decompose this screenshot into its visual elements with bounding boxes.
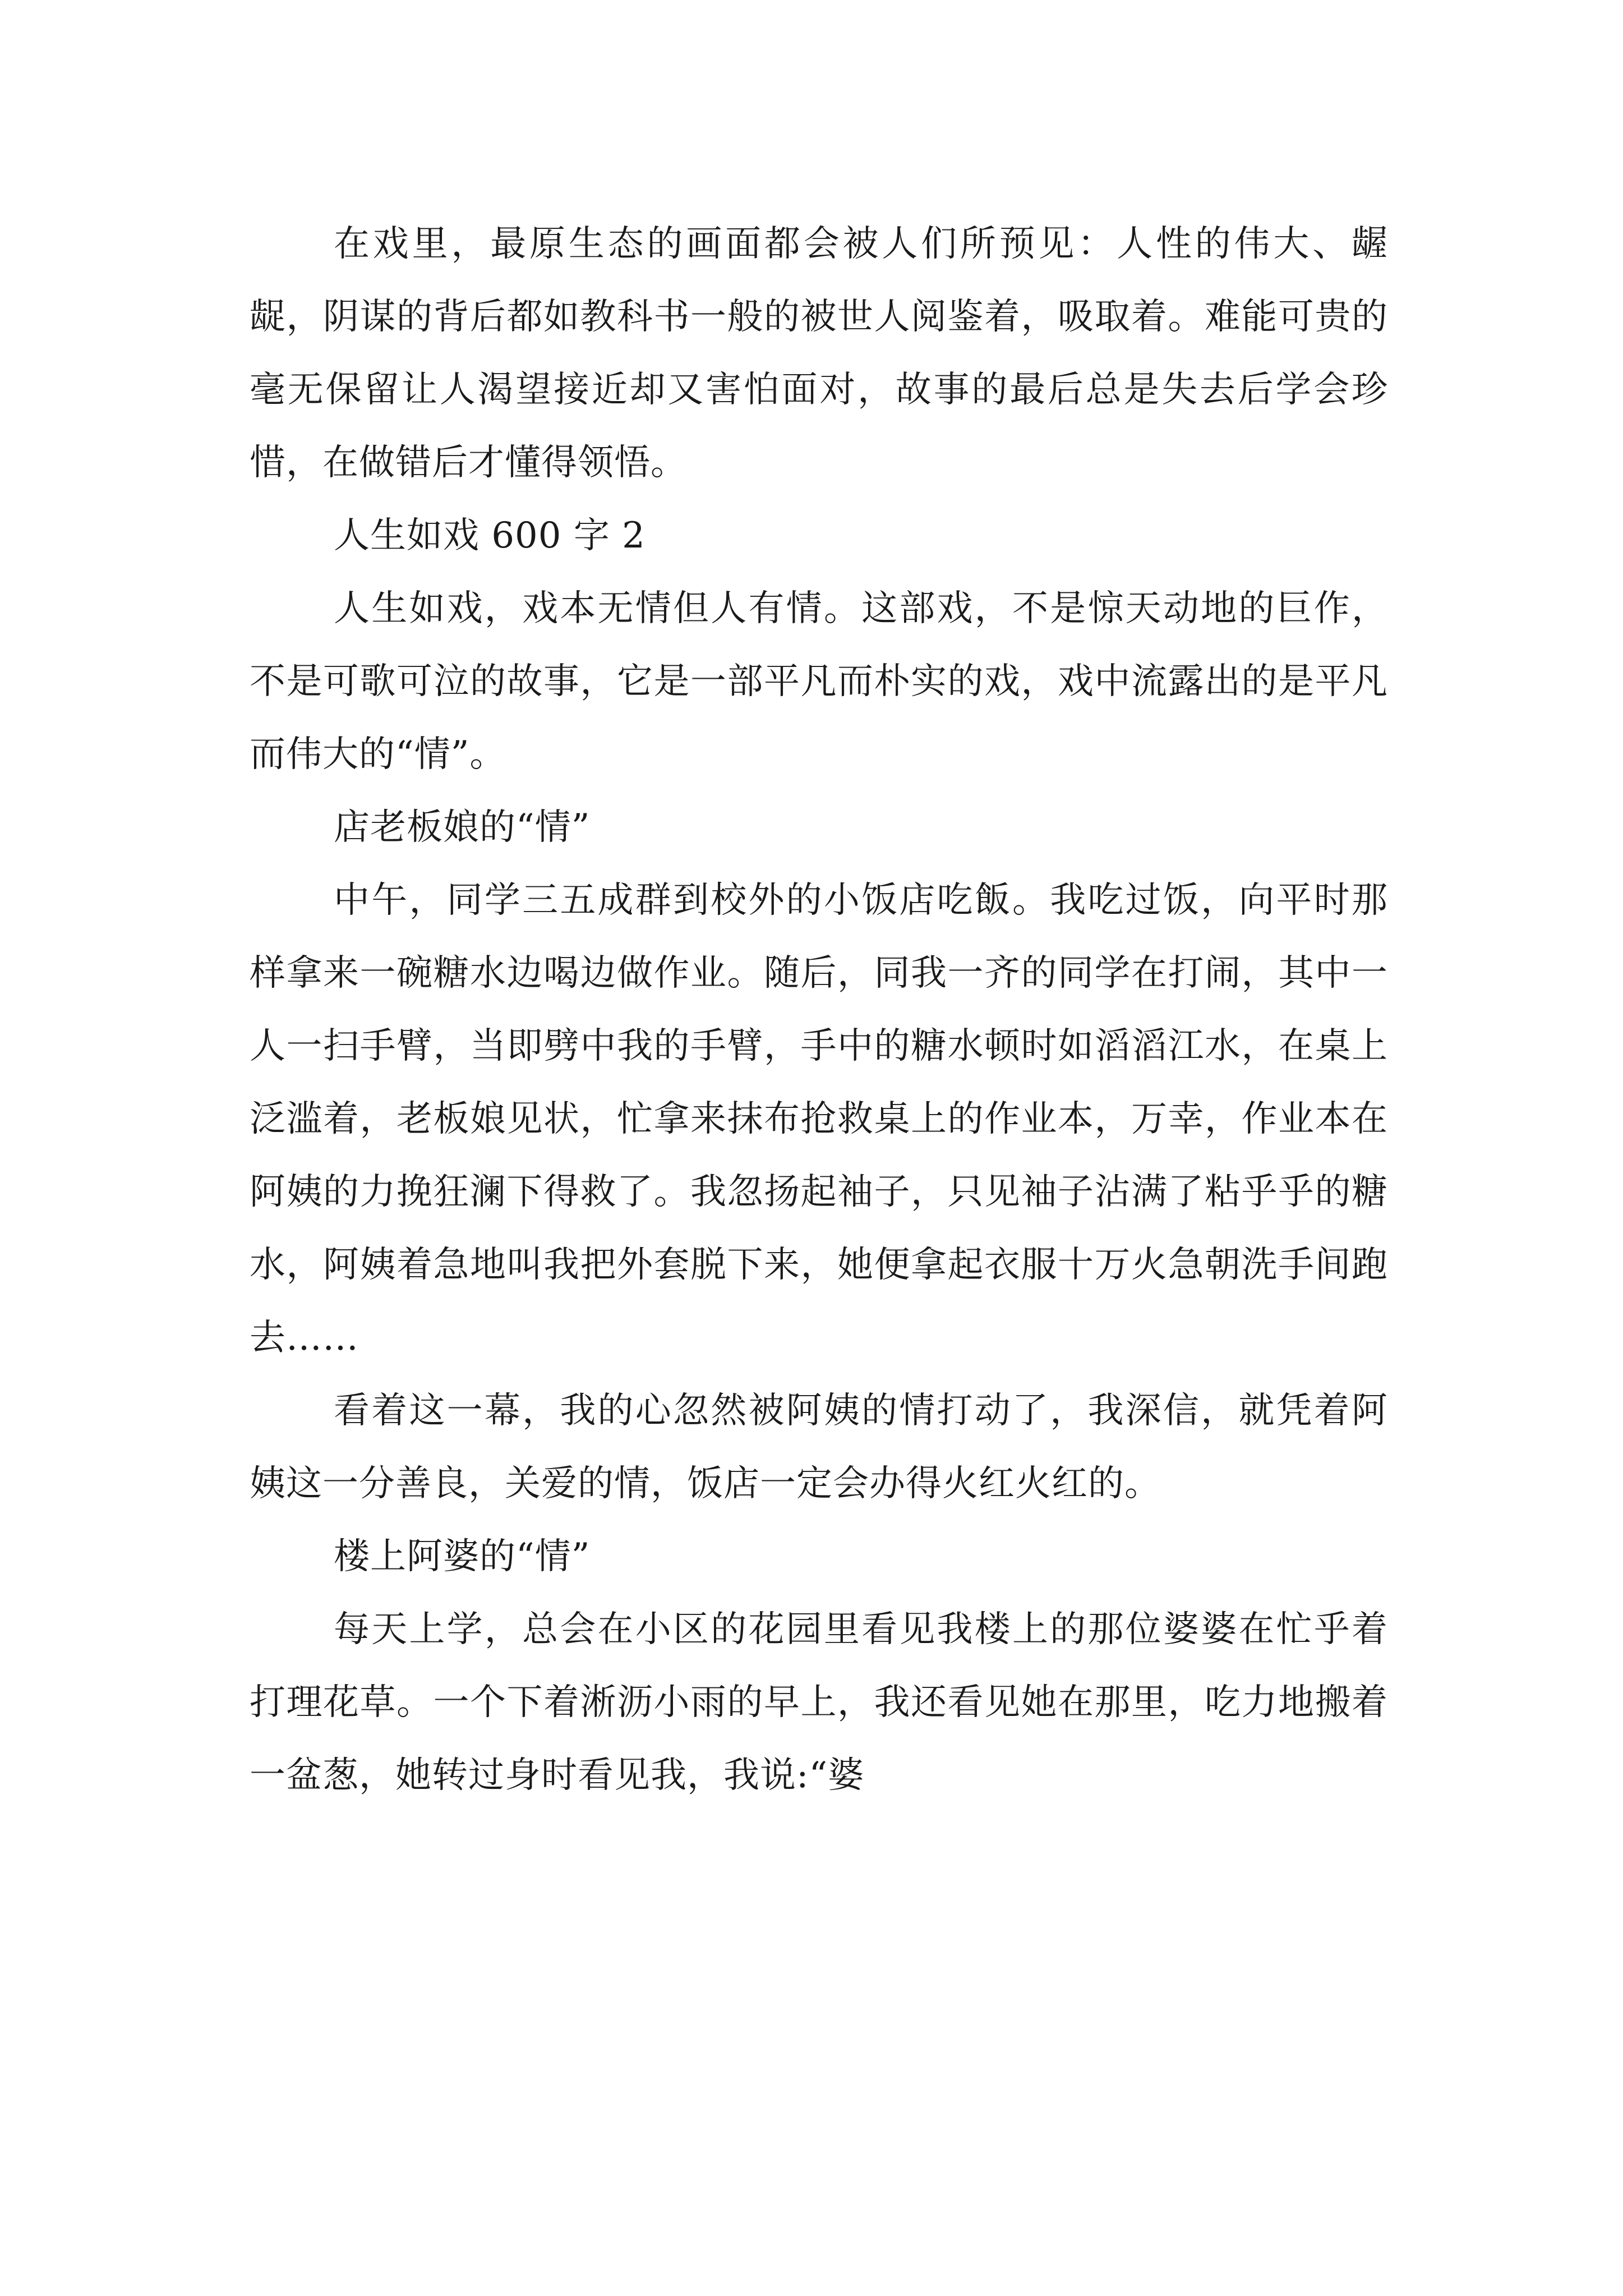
subheading-grandma: 楼上阿婆的“情” bbox=[334, 1536, 591, 1577]
section-title: 人生如戏 600 字 2 bbox=[334, 515, 645, 556]
subheading-shop-owner: 店老板娘的“情” bbox=[334, 807, 591, 848]
paragraph-shop-story: 中午，同学三五成群到校外的小饭店吃飯。我吃过饭，向平时那样拿来一碗糖水边喝边做作业。随后，同我一齐的同学在打闹，其中一人一扫手臂，当即劈中我的手臂，手中的糖水顿时如滔滔江水，在桌上泛滥着，老板娘见状，忙拿来抹布抢救桌上的作业本，万幸，作业本在阿姨的力挽狂澜下得救了。我忽扬起袖子，只见袖子沾满了粘乎乎的糖水，阿姨着急地叫我把外套脱下来，她便拿起衣服十万火急朝洗手间跑去…… bbox=[250, 880, 1388, 1359]
document-body bbox=[250, 208, 1388, 1812]
paragraph-intro: 人生如戏，戏本无情但人有情。这部戏，不是惊天动地的巨作，不是可歌可泣的故事，它是一部平凡而朴实的戏，戏中流露出的是平凡而伟大的“情”。 bbox=[250, 588, 1388, 775]
paragraph-shop-reflection: 看着这一幕，我的心忽然被阿姨的情打动了，我深信，就凭着阿姨这一分善良，关爱的情，饭店一定会办得火红火红的。 bbox=[250, 1390, 1388, 1504]
paragraph-opening: 在戏里，最原生态的画面都会被人们所预见：人性的伟大、龌龊，阴谋的背后都如教科书一般的被世人阅鉴着，吸取着。难能可贵的毫无保留让人渴望接近却又害怕面对，故事的最后总是失去后学会珍惜，在做错后才懂得领悟。 bbox=[250, 223, 1388, 484]
paragraph-grandma-story: 每天上学，总会在小区的花园里看见我楼上的那位婆婆在忙乎着打理花草。一个下着淅沥小雨的早上，我还看见她在那里，吃力地搬着一盆葱，她转过身时看见我，我说:“婆 bbox=[250, 1609, 1388, 1796]
